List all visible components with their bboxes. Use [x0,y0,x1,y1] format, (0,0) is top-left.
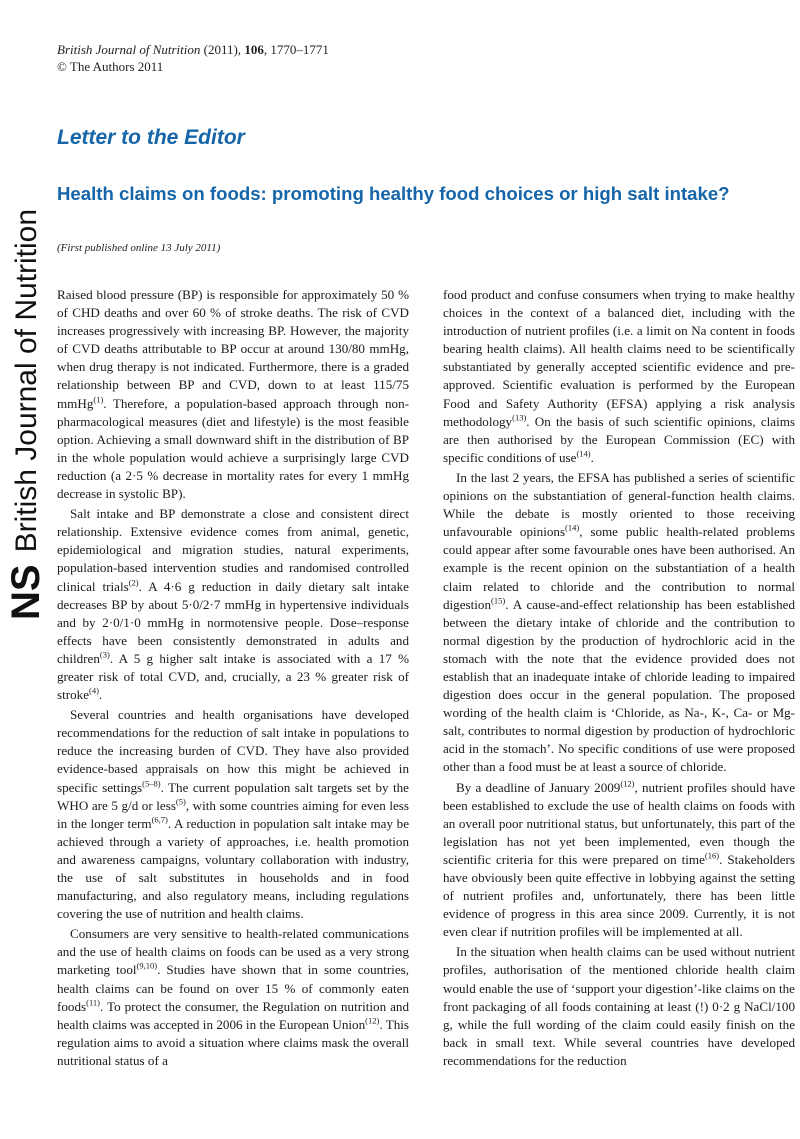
citation-reference: (15) [491,595,506,606]
citation-reference: (5) [175,796,186,807]
citation-year: (2011), [203,42,242,57]
paragraph-text: . Studies have shown that in some countries, health claims can be found on over 15 % of commonly eaten foods [57,962,409,1014]
paragraph-text: Several countries and health organisations have developed recommendations for the reduction of salt intake in populations to reduce the increasing burden of CVD. They have also provided evidence-based appraisals on how this might be achieved in specific settings [57,707,409,795]
paragraph-text: . [590,449,594,465]
paragraph-text: Raised blood pressure (BP) is responsible for approximately 50 % of CHD deaths and over 60 % of stroke deaths. The risk of CVD increases progressively with increasing BP. However, the majority of CVD deaths attributable to BP occur at around 130/80 mmHg, when drug therapy is not indicated. Furthermore, there is a graded relationship between BP and CVD, down to at least 115/75 mmHg [57,287,409,411]
spine-journal-title: British Journal of Nutrition [9,208,43,553]
paragraph-text: In the last 2 years, the EFSA has published a series of scientific opinions on the substantiation of general-function health claims. While the debate is mostly oriented to those receiving unfavourable opinions [443,469,795,540]
body-paragraph [57,925,409,1070]
citation-reference: (9,10) [136,961,158,972]
paragraph-text: . A reduction in population salt intake may be achieved through a variety of approaches, i.e. health promotion and awareness campaigns, voluntary collaboration with industry, the use of salt substitutes in households and in food manufacturing, and also regulatory means, including regulations covering the use of nutrition and health claims. [57,815,410,922]
paragraph-text: . Stakeholders have obviously been quite effective in lobbying against the setting of nutrient profiles and, unfortunately, there has been little evidence of progress in this area since 2009. Currently, it is not even clear if nutrition profiles will be implemented at all. [443,851,795,940]
body-column-right [443,286,795,1070]
paragraph-text: , some public health-related problems could appear after some favourable ones have been authorised. An example is the recent opinion on the substantiation of a health claim related to chloride and the contribution to normal digestion [443,524,795,612]
citation-reference: (16) [704,850,720,861]
section-label: Letter to the Editor [57,126,245,149]
citation-reference: (4) [89,685,99,696]
paragraph-text: Salt intake and BP demonstrate a close and consistent direct relationship. Extensive evidence comes from animal, genetic, epidemiological and migration studies, natural experiments, population-based intervention studies and randomised controlled clinical trials [57,506,409,594]
body-paragraph [443,469,795,777]
paragraph-text: , nutrient profiles should have been established to exclude the use of health claims on foods with an overall poor nutritional status, but unfortunately, this part of the legislation has not yet been implemented, even though the scientific criteria for this were prepared on time [443,779,796,867]
citation-reference: (13) [512,412,527,423]
publication-date: (First published online 13 July 2011) [57,242,221,254]
paragraph-text: . Therefore, a population-based approach through non-pharmacological measures (diet and lifestyle) is the most feasible option. Achieving a small downward shift in the distribution of BP in the whole population would achieve a surprisingly large CVD reduction (a 2·5 % decrease in mortality rates for every 1 mmHg decrease in systolic BP). [57,395,409,502]
citation-reference: (11) [86,997,100,1008]
body-paragraph [443,779,795,942]
paragraph-text: Consumers are very sensitive to health-related communications and the use of health claims on foods can be used as a very strong marketing tool [57,926,409,978]
paragraph-text: By a deadline of January 2009 [456,779,621,795]
copyright: © The Authors 2011 [57,59,164,74]
body-paragraph [57,706,409,923]
citation-reference: (3) [99,649,110,660]
citation-reference: (1) [93,394,104,405]
paragraph-text: . A 5 g higher salt intake is associated with a 17 % greater risk of total CVD, and, crucially, a 23 % greater risk of stroke [57,650,409,703]
spine-label [4,209,49,620]
paragraph-text: . To protect the consumer, the Regulation on nutrition and health claims was accepted in 2006 in the European Union [57,998,409,1032]
paragraph-text: . On the basis of such scientific opinions, claims are then authorised by the European Commission (EC) with specific conditions of use [443,413,795,465]
paragraph-text: , with some countries aiming for even less in the longer term [57,797,409,831]
citation-reference: (6,7) [151,814,168,825]
citation-reference: (5–8) [142,778,161,789]
citation-reference: (12) [365,1015,380,1026]
body-paragraph [443,286,795,467]
citation-reference: (2) [128,577,139,588]
journal-name: British Journal of Nutrition [57,42,201,57]
citation-line [57,41,329,58]
paragraph-text: . A 4·6 g reduction in daily dietary salt intake decreases BP by about 5·0/2·7 mmHg in hypertensive individuals and by 2·0/1·0 mmHg in normotensive people. Dose–response effects have been consistently demonstrated in adults and children [57,578,409,666]
body-paragraph [57,505,409,704]
paragraph-text: . [98,687,103,703]
paragraph-text: food product and confuse consumers when trying to make healthy choices in the context of a balanced diet, including with the introduction of nutrient profiles (i.e. a limit on Na content in foods bearing health claims). All health claims need to be scientifically substantiated by generally accepted scientific evidence and pre-approved. Scientific evaluation is performed by the European Food and Safety Authority (EFSA) applying a risk analysis methodology [443,287,795,429]
body-paragraph [443,943,795,1070]
article-title: Health claims on foods: promoting healthy food choices or high salt intake? [57,183,730,204]
ns-logo: NS [4,564,48,620]
citation-reference: (14) [576,448,591,459]
journal-header [57,41,329,75]
citation-pages: , 1770–1771 [263,42,329,57]
citation-volume: 106 [244,42,264,57]
paragraph-text: . This regulation aims to avoid a situation where claims mask the overall nutritional status of a [57,1016,409,1068]
citation-reference: (14) [565,522,580,533]
journal-spine [0,0,48,1139]
body-paragraph [57,286,409,503]
paragraph-text: . A cause-and-effect relationship has been established between the dietary intake of chloride and the contribution to normal digestion by the production of hydrochloric acid in the stomach with the note that the evidence provided does not establish that an inadequate intake of chloride leading to impaired digestion does occur in the general population. The proposed wording of the health claim is ‘Chloride, as Na-, K-, Ca- or Mg-salt, contributes to normal digestion by production of hydrochloric acid in the stomach’. No specific conditions of use were proposed other than a food must be at least a source of chloride. [443,596,795,775]
paragraph-text: . The current population salt targets set by the WHO are 5 g/d or less [57,779,409,813]
paragraph-text: In the situation when health claims can be used without nutrient profiles, authorisation of the mentioned chloride health claim would enable the use of ‘support your digestion’-like claims on the front packaging of all foods containing at least (!) 0·2 g NaCl/100 g, while the full wording of the claim could easily finish on the back in small text. While several countries have developed recommendations for the reduction [443,944,795,1068]
citation-reference: (12) [620,778,635,789]
body-column-left [57,286,409,1070]
